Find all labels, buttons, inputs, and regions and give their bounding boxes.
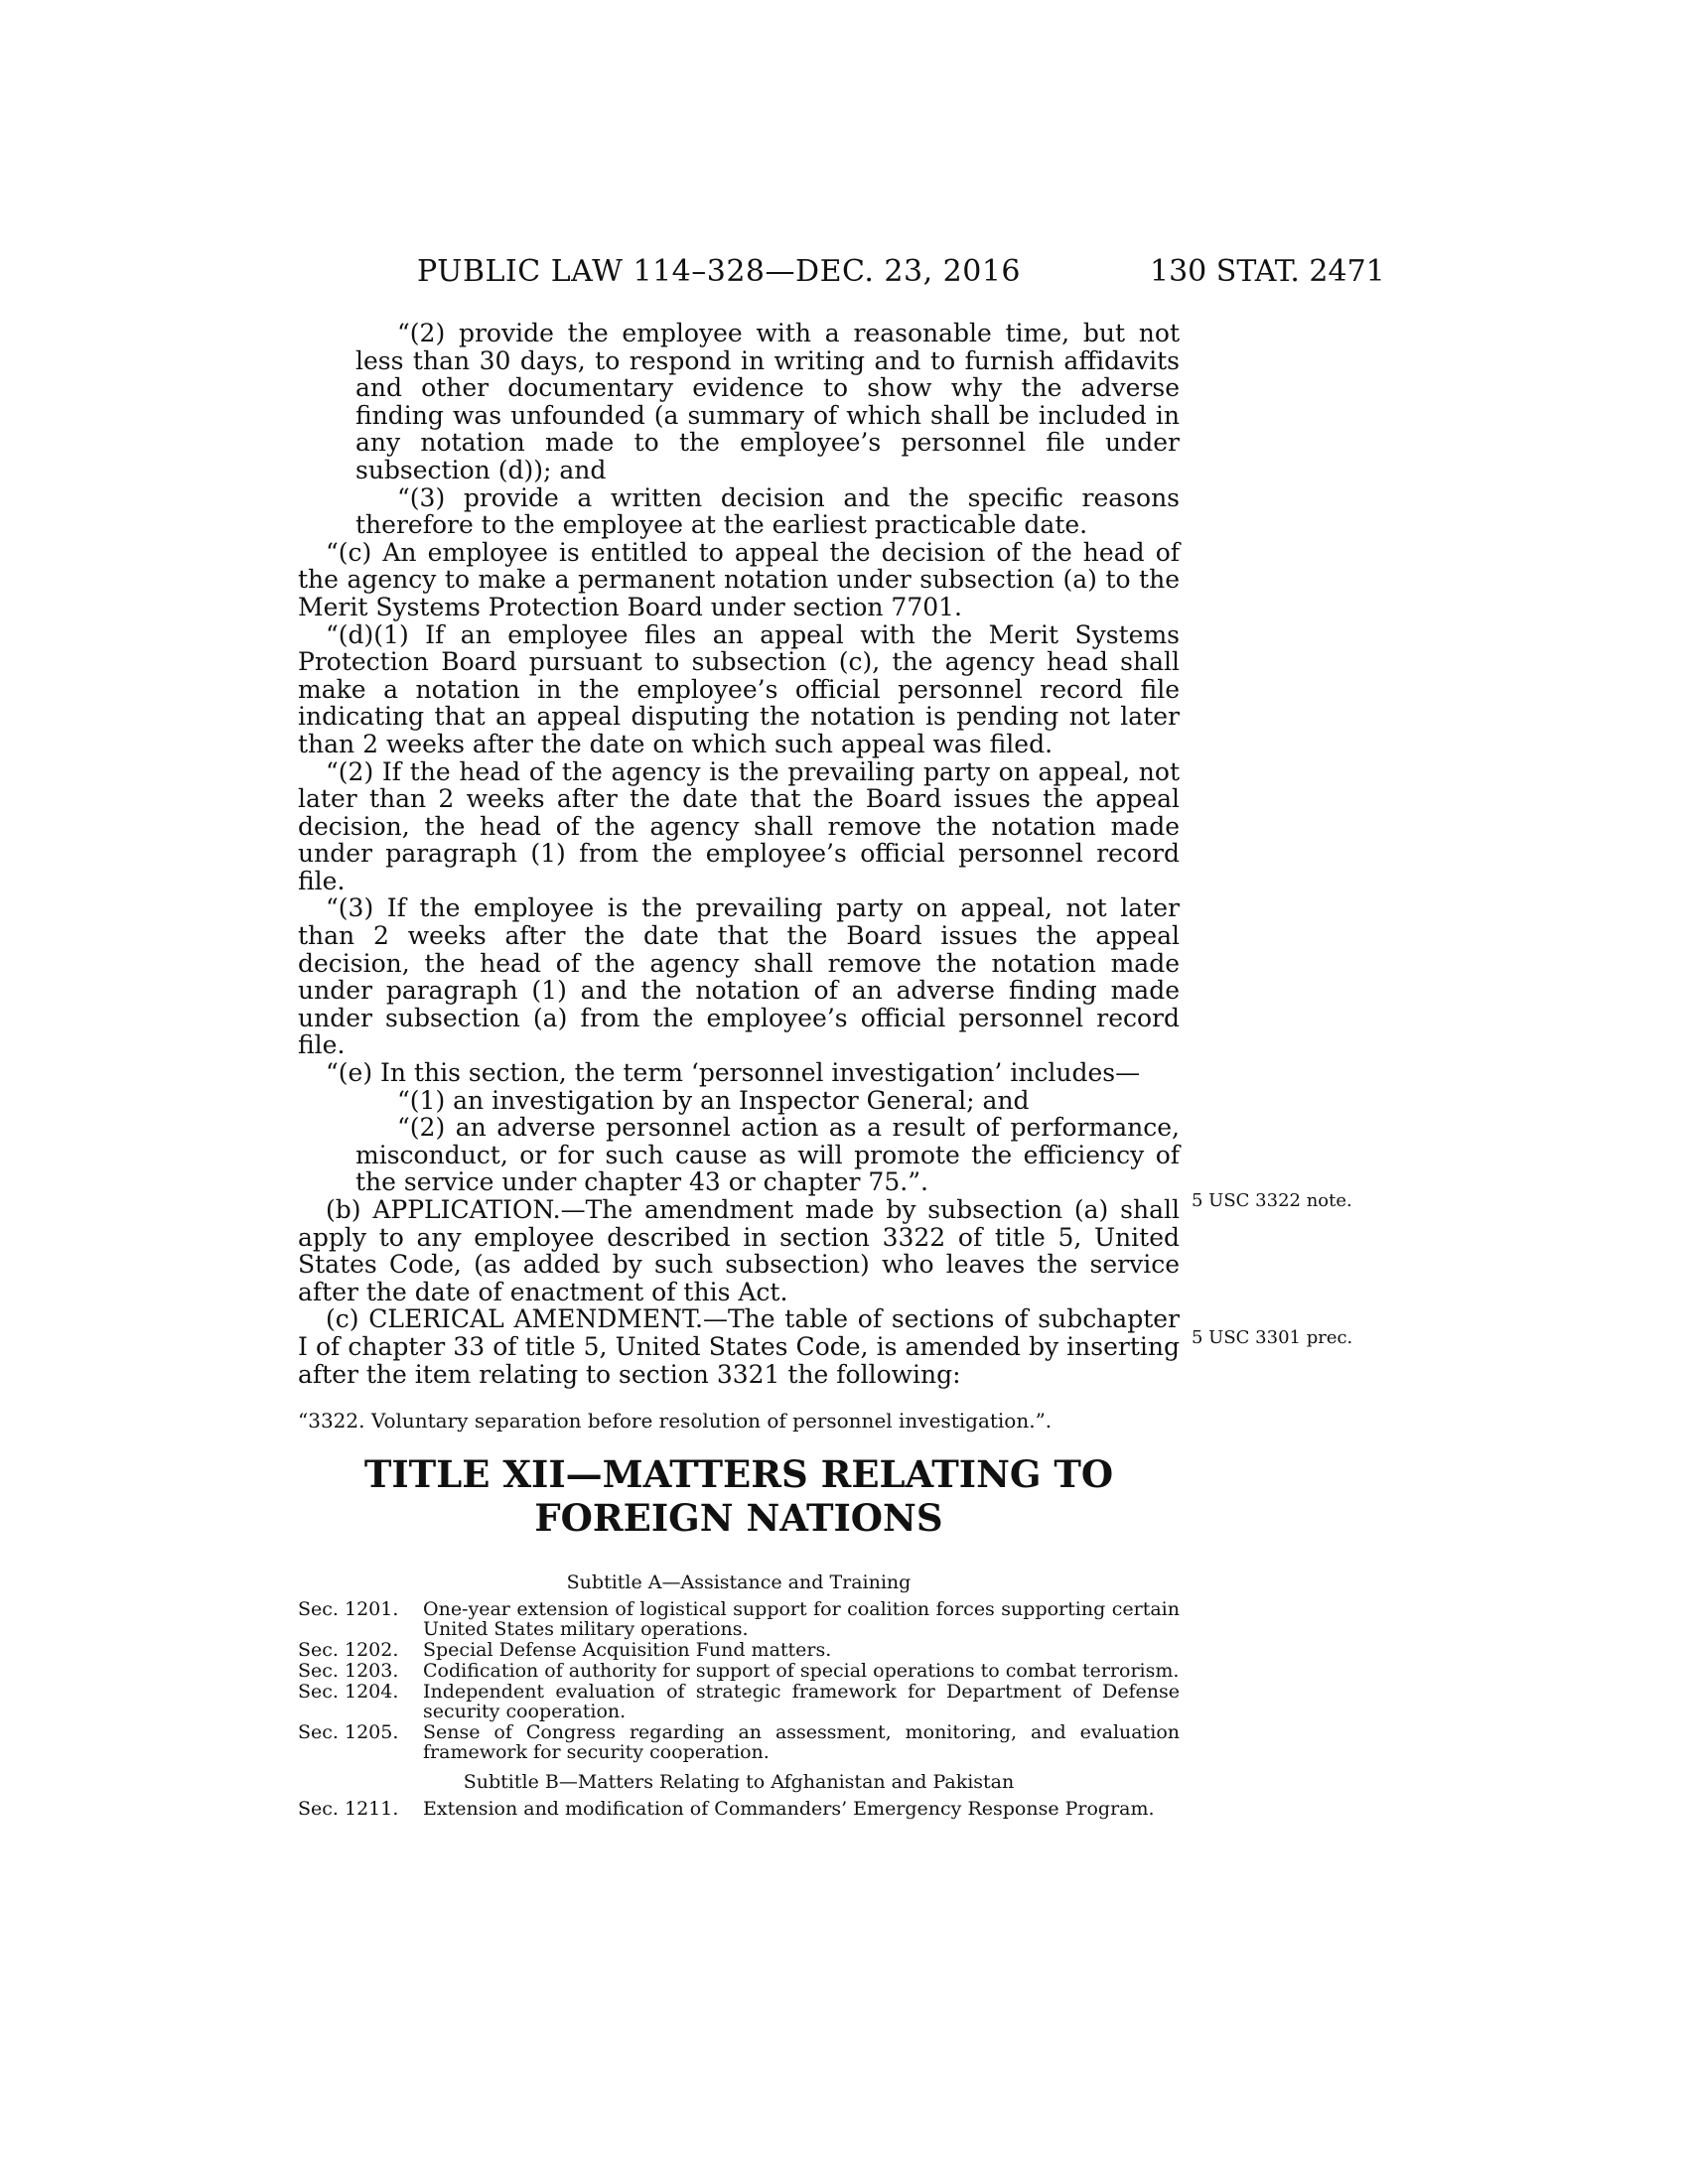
section-number: Sec. 1203. [298, 1660, 399, 1682]
paragraph-c: “(c) An employee is entitled to appeal the decision of the head of the agency to make a permanent notation under subsection (a) to the Merit Systems Protection Board under section 7701. [298, 537, 1180, 621]
section-title: Special Defense Acquisition Fund matters. [423, 1639, 832, 1661]
section-title: Codification of authority for support of special operations to combat terrorism. [423, 1660, 1180, 1682]
toc-row [298, 1661, 1180, 1681]
clerical-amendment-text: The table of sections of subchapter I of chapter 33 of title 5, United States Code, is amended by inserting after the item relating to section 3321 the following: [298, 1304, 1181, 1389]
toc-row [298, 1682, 1180, 1721]
paragraph-d3: “(3) If the employee is the prevailing party on appeal, not later than 2 weeks after the date that the Board issues the appeal decision, the head of the agency shall remove the notation made under paragraph (1) and the notation of an adverse finding made under subsection (a) from the employee’s official personnel record file. [298, 893, 1180, 1060]
paragraph-application [298, 1196, 1180, 1305]
page-header [0, 254, 1688, 294]
paragraph-b3: “(3) provide a written decision and the specific reasons therefore to the employee at the earliest practicable date. [355, 482, 1180, 540]
paragraph-b2: “(2) provide the employee with a reasonable time, but not less than 30 days, to respond in writing and to furnish affidavits and other documentary evidence to show why the adverse finding was unfounded (a summary of which shall be included in any notation made to the employee’s personnel file under subsection (d)); and [355, 319, 1180, 484]
title-line-1: TITLE XII—MATTERS RELATING TO [363, 1452, 1114, 1496]
paragraph-e1: “(1) an investigation by an Inspector General; and [397, 1085, 1030, 1115]
toc-row [298, 1599, 1180, 1639]
section-number: Sec. 1204. [298, 1681, 399, 1703]
statute-page-reference: 130 STAT. 2471 [1150, 254, 1385, 289]
margin-note-3301: 5 USC 3301 prec. [1192, 1327, 1353, 1348]
margin-note-3322: 5 USC 3322 note. [1192, 1190, 1352, 1211]
section-number: Sec. 1202. [298, 1639, 399, 1661]
section-number: Sec. 1201. [298, 1598, 399, 1620]
statute-body [298, 320, 1180, 1388]
clerical-amendment-heading: (c) CLERICAL AMENDMENT.— [326, 1304, 728, 1334]
paragraph-clerical-amendment [298, 1305, 1180, 1388]
section-number: Sec. 1205. [298, 1721, 399, 1743]
section-number: Sec. 1211. [298, 1798, 399, 1820]
inserted-table-item: “3322. Voluntary separation before resolution of personnel investigation.”. [298, 1409, 1053, 1433]
section-title: One-year extension of logistical support for coalition forces supporting certain United States military operations. [423, 1598, 1180, 1640]
toc-row [298, 1799, 1180, 1819]
subtitle-a-heading: Subtitle A—Assistance and Training [566, 1571, 912, 1593]
section-title: Independent evaluation of strategic framework for Department of Defense security cooperation. [423, 1681, 1180, 1722]
application-heading: (b) APPLICATION.— [326, 1195, 586, 1224]
toc-row [298, 1722, 1180, 1762]
paragraph-e: “(e) In this section, the term ‘personnel investigation’ includes— [326, 1058, 1141, 1088]
subtitle-b-heading: Subtitle B—Matters Relating to Afghanistan and Pakistan [463, 1771, 1015, 1793]
application-text: The amendment made by subsection (a) shall apply to any employee described in section 3322 of title 5, United States Code, (as added by such subsection) who leaves the service after the date of enactment of this Act. [298, 1195, 1180, 1306]
table-of-contents [298, 1572, 1180, 1820]
paragraph-e2: “(2) an adverse personnel action as a result of performance, misconduct, or for such cause as will promote the efficiency of the service under chapter 43 or chapter 75.”. [355, 1113, 1180, 1197]
section-title: Extension and modification of Commanders’ Emergency Response Program. [423, 1798, 1155, 1820]
section-title: Sense of Congress regarding an assessment, monitoring, and evaluation framework for security cooperation. [423, 1721, 1180, 1763]
title-heading [298, 1452, 1180, 1540]
running-head: PUBLIC LAW 114–328—DEC. 23, 2016 [417, 254, 1022, 289]
title-line-2: FOREIGN NATIONS [534, 1496, 943, 1540]
toc-row [298, 1640, 1180, 1660]
paragraph-d1: “(d)(1) If an employee files an appeal with the Merit Systems Protection Board pursuant to subsection (c), the agency head shall make a notation in the employee’s official personnel record file indicating that an appeal disputing the notation is pending not later than 2 weeks after the date on which such appeal was filed. [298, 619, 1180, 758]
paragraph-d2: “(2) If the head of the agency is the prevailing party on appeal, not later than 2 weeks after the date that the Board issues the appeal decision, the head of the agency shall remove the notation made under paragraph (1) from the employee’s official personnel record file. [298, 756, 1180, 895]
